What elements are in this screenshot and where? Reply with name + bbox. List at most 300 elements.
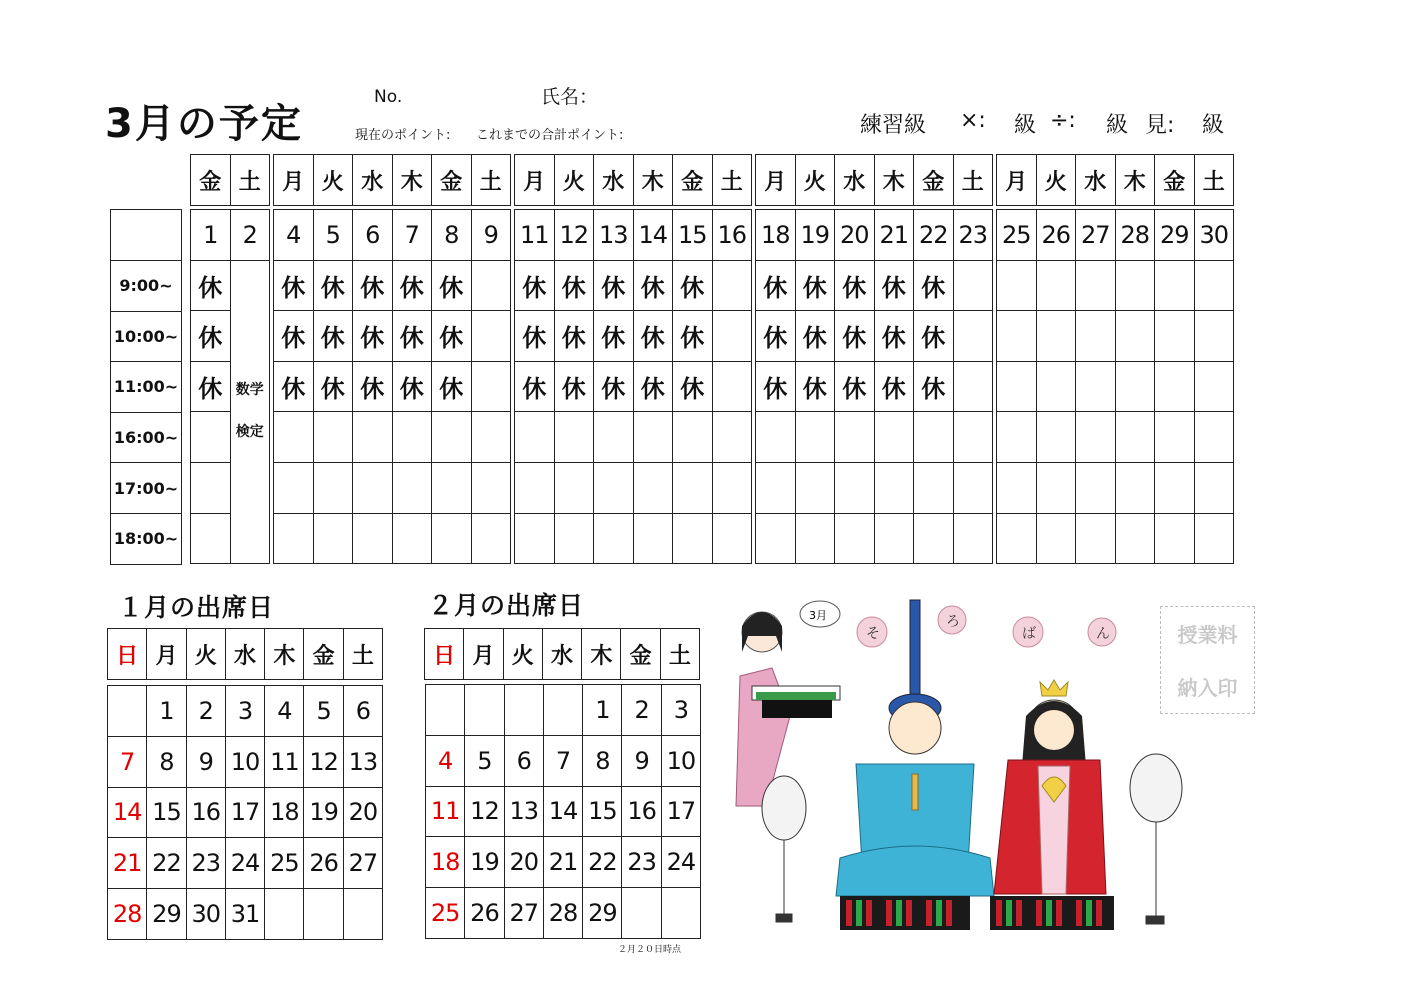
week4-dow-row <box>996 154 1234 206</box>
empty-cell <box>313 513 353 564</box>
calendar-day: 3 <box>225 686 264 737</box>
empty-cell <box>835 462 875 513</box>
empty-cell <box>1155 462 1195 513</box>
empty-cell <box>1115 361 1155 412</box>
closed-cell: 休 <box>432 260 472 311</box>
closed-cell: 休 <box>353 361 393 412</box>
empty-cell <box>594 412 634 463</box>
empty-cell <box>1194 412 1234 463</box>
dow-cell: 木 <box>874 155 914 206</box>
mult-grade-label: ×: <box>960 108 986 133</box>
closed-cell: 休 <box>835 311 875 362</box>
closed-cell: 休 <box>673 311 713 362</box>
date-cell: 27 <box>1076 210 1116 261</box>
grade-unit-3: 級 <box>1202 113 1225 138</box>
empty-cell <box>1194 311 1234 362</box>
calendar-day: 2 <box>186 686 225 737</box>
empty-cell <box>515 513 555 564</box>
empty-cell <box>1115 311 1155 362</box>
dow-cell: 日 <box>425 629 464 680</box>
empty-cell <box>914 513 954 564</box>
empty-cell <box>1036 311 1076 362</box>
calendar-day: 11 <box>265 736 304 787</box>
closed-cell: 休 <box>313 311 353 362</box>
jan-title: １月の出席日 <box>118 593 275 622</box>
dow-cell: 土 <box>660 629 699 680</box>
calendar-day: 27 <box>504 888 543 939</box>
dow-cell: 月 <box>464 629 503 680</box>
closed-cell: 休 <box>874 260 914 311</box>
dow-cell: 水 <box>353 155 393 206</box>
dow-cell: 火 <box>554 155 594 206</box>
date-cell: 8 <box>432 210 472 261</box>
calendar-day: 14 <box>108 787 147 838</box>
letter-n: ん <box>1096 626 1110 642</box>
time-slot: 11:00~ <box>111 362 182 413</box>
calendar-day: 26 <box>304 838 343 889</box>
empty-cell <box>313 462 353 513</box>
dow-cell: 金 <box>304 629 343 680</box>
closed-cell: 休 <box>756 311 796 362</box>
calendar-day <box>622 888 661 939</box>
dow-cell: 土 <box>343 629 382 680</box>
empty-cell <box>997 462 1037 513</box>
calendar-day: 31 <box>225 889 264 940</box>
grade-unit-1: 級 <box>1014 113 1037 138</box>
date-cell: 9 <box>471 210 511 261</box>
empty-cell <box>795 462 835 513</box>
date-cell: 16 <box>712 210 752 261</box>
empty-cell <box>515 412 555 463</box>
calendar-day: 21 <box>543 837 582 888</box>
empty-cell <box>997 311 1037 362</box>
closed-cell: 休 <box>432 361 472 412</box>
closed-cell: 休 <box>756 260 796 311</box>
date-cell: 19 <box>795 210 835 261</box>
empty-cell <box>756 513 796 564</box>
empty-cell <box>874 412 914 463</box>
bubble-text: 3月 <box>809 609 827 622</box>
dow-cell: 水 <box>835 155 875 206</box>
calendar-day: 17 <box>661 786 700 837</box>
hina-dolls-illustration <box>732 596 1212 934</box>
time-column <box>110 209 182 565</box>
empty-cell <box>274 513 314 564</box>
calendar-day: 5 <box>304 686 343 737</box>
date-cell: 13 <box>594 210 634 261</box>
calendar-day: 5 <box>465 735 504 786</box>
empty-cell <box>471 260 511 311</box>
calendar-day: 22 <box>147 838 186 889</box>
closed-cell: 休 <box>191 311 231 362</box>
empty-cell <box>997 260 1037 311</box>
dow-cell: 金 <box>621 629 660 680</box>
calendar-day: 10 <box>661 735 700 786</box>
closed-cell: 休 <box>633 361 673 412</box>
feb-calendar <box>425 684 701 939</box>
dow-cell: 水 <box>542 629 581 680</box>
calendar-day: 7 <box>108 736 147 787</box>
date-cell: 6 <box>353 210 393 261</box>
empty-cell <box>392 412 432 463</box>
closed-cell: 休 <box>914 311 954 362</box>
date-cell: 14 <box>633 210 673 261</box>
time-slot: 18:00~ <box>111 513 182 564</box>
empty-cell <box>313 412 353 463</box>
closed-cell: 休 <box>633 260 673 311</box>
date-cell: 28 <box>1115 210 1155 261</box>
empty-cell <box>1115 462 1155 513</box>
calendar-day <box>504 685 543 736</box>
empty-cell <box>471 412 511 463</box>
dow-cell: 木 <box>392 155 432 206</box>
closed-cell: 休 <box>795 361 835 412</box>
empty-cell <box>673 513 713 564</box>
page-title: 3月の予定 <box>105 101 303 147</box>
closed-cell: 休 <box>313 361 353 412</box>
closed-cell: 休 <box>673 361 713 412</box>
empty-cell <box>835 412 875 463</box>
feb-title: ２月の出席日 <box>428 591 585 620</box>
empress-doll-icon <box>990 680 1114 930</box>
calendar-day: 28 <box>108 889 147 940</box>
closed-cell: 休 <box>594 260 634 311</box>
calendar-day: 19 <box>304 787 343 838</box>
dow-cell: 金 <box>914 155 954 206</box>
practice-grade-label: 練習級 <box>860 113 927 138</box>
closed-cell: 休 <box>191 260 231 311</box>
closed-cell: 休 <box>191 361 231 412</box>
calendar-day: 13 <box>504 786 543 837</box>
empty-cell <box>1076 462 1116 513</box>
number-label: No. <box>374 87 403 107</box>
closed-cell: 休 <box>594 361 634 412</box>
div-grade-label: ÷: <box>1050 108 1076 133</box>
letter-ba: ば <box>1022 626 1036 642</box>
dow-cell: 水 <box>225 629 264 680</box>
date-cell: 7 <box>392 210 432 261</box>
empty-cell <box>997 513 1037 564</box>
name-label: 氏名： <box>541 86 599 108</box>
calendar-day: 14 <box>543 786 582 837</box>
date-cell: 15 <box>673 210 713 261</box>
empty-cell <box>712 462 752 513</box>
exam-line1: 数学 <box>235 382 264 399</box>
closed-cell: 休 <box>274 260 314 311</box>
date-cell: 4 <box>274 210 314 261</box>
dow-cell: 土 <box>953 155 993 206</box>
empty-cell <box>712 311 752 362</box>
calendar-day: 15 <box>147 787 186 838</box>
calendar-day <box>543 685 582 736</box>
empty-cell <box>1194 462 1234 513</box>
empty-cell <box>712 412 752 463</box>
calendar-day: 9 <box>186 736 225 787</box>
dow-cell: 金 <box>1155 155 1195 206</box>
date-cell: 26 <box>1036 210 1076 261</box>
feb-dow-row <box>424 628 700 680</box>
empty-cell <box>1036 412 1076 463</box>
closed-cell: 休 <box>432 311 472 362</box>
calendar-day: 29 <box>583 888 622 939</box>
dow-cell: 月 <box>515 155 555 206</box>
empty-cell <box>1076 361 1116 412</box>
week2-dow-row <box>514 154 752 206</box>
empty-cell <box>953 513 993 564</box>
dow-cell: 月 <box>756 155 796 206</box>
calendar-day: 23 <box>186 838 225 889</box>
calendar-day: 8 <box>147 736 186 787</box>
closed-cell: 休 <box>914 361 954 412</box>
empty-cell <box>1194 513 1234 564</box>
empty-cell <box>795 412 835 463</box>
dow-cell: 木 <box>633 155 673 206</box>
calendar-day: 6 <box>343 686 382 737</box>
date-cell: 21 <box>874 210 914 261</box>
empty-cell <box>1155 361 1195 412</box>
week0-dow-row <box>190 154 270 206</box>
date-cell: 11 <box>515 210 555 261</box>
empty-cell <box>953 412 993 463</box>
calendar-day: 17 <box>225 787 264 838</box>
total-points-label: これまでの合計ポイント: <box>476 128 624 143</box>
empty-cell <box>997 361 1037 412</box>
letter-so: そ <box>866 626 880 642</box>
empty-cell <box>673 412 713 463</box>
closed-cell: 休 <box>756 361 796 412</box>
calendar-day <box>465 685 504 736</box>
closed-cell: 休 <box>554 260 594 311</box>
calendar-day: 28 <box>543 888 582 939</box>
empty-cell <box>471 462 511 513</box>
plum-blossom-icon <box>857 606 1116 647</box>
dow-cell: 金 <box>432 155 472 206</box>
dow-cell: 木 <box>1115 155 1155 206</box>
empty-cell <box>1076 311 1116 362</box>
calendar-day: 27 <box>343 838 382 889</box>
empty-cell <box>953 462 993 513</box>
closed-cell: 休 <box>633 311 673 362</box>
empty-cell <box>914 462 954 513</box>
calendar-day: 30 <box>186 889 225 940</box>
empty-cell <box>353 462 393 513</box>
dow-cell: 月 <box>274 155 314 206</box>
calendar-day <box>661 888 700 939</box>
empty-cell <box>1036 513 1076 564</box>
calendar-day: 20 <box>504 837 543 888</box>
empty-cell <box>712 513 752 564</box>
calendar-day: 20 <box>343 787 382 838</box>
empty-cell <box>795 513 835 564</box>
jan-calendar <box>107 685 383 940</box>
dow-cell: 金 <box>191 155 231 206</box>
closed-cell: 休 <box>874 311 914 362</box>
empty-cell <box>274 412 314 463</box>
empty-cell <box>1155 260 1195 311</box>
current-points-label: 現在のポイント: <box>355 128 451 143</box>
closed-cell: 休 <box>353 260 393 311</box>
empty-cell <box>554 412 594 463</box>
closed-cell: 休 <box>392 260 432 311</box>
calendar-day: 16 <box>186 787 225 838</box>
calendar-day: 9 <box>622 735 661 786</box>
calendar-day: 7 <box>543 735 582 786</box>
empty-cell <box>633 462 673 513</box>
calendar-day: 18 <box>426 837 465 888</box>
empty-cell <box>353 513 393 564</box>
closed-cell: 休 <box>274 311 314 362</box>
jan-dow-row <box>107 628 383 680</box>
empty-cell <box>712 260 752 311</box>
empty-cell <box>191 513 231 564</box>
week3-schedule <box>755 209 993 564</box>
closed-cell: 休 <box>353 311 393 362</box>
closed-cell: 休 <box>392 311 432 362</box>
calendar-day <box>343 889 382 940</box>
empty-cell <box>594 462 634 513</box>
empty-cell <box>191 412 231 463</box>
calendar-day: 21 <box>108 838 147 889</box>
stamp-line1: 授業料 <box>1177 623 1238 647</box>
date-cell: 23 <box>953 210 993 261</box>
empty-cell <box>191 462 231 513</box>
closed-cell: 休 <box>515 311 555 362</box>
closed-cell: 休 <box>795 260 835 311</box>
empty-cell <box>594 513 634 564</box>
closed-cell: 休 <box>594 311 634 362</box>
week4-schedule <box>996 209 1234 564</box>
time-slot: 9:00~ <box>111 261 182 312</box>
closed-cell: 休 <box>392 361 432 412</box>
emperor-doll-icon <box>836 600 994 930</box>
calendar-day: 24 <box>661 837 700 888</box>
calendar-day: 18 <box>265 787 304 838</box>
dow-cell: 火 <box>186 629 225 680</box>
empty-cell <box>953 260 993 311</box>
empty-cell <box>1076 513 1116 564</box>
closed-cell: 休 <box>274 361 314 412</box>
calendar-day: 22 <box>583 837 622 888</box>
calendar-day: 8 <box>583 735 622 786</box>
tuition-stamp-box <box>1160 606 1255 714</box>
stamp-line2: 納入印 <box>1177 676 1238 700</box>
empty-cell <box>953 361 993 412</box>
date-cell: 20 <box>835 210 875 261</box>
dow-cell: 土 <box>230 155 270 206</box>
calendar-day <box>265 889 304 940</box>
empty-cell <box>673 462 713 513</box>
empty-cell <box>1036 361 1076 412</box>
calendar-day: 19 <box>465 837 504 888</box>
calendar-day <box>108 686 147 737</box>
empty-cell <box>471 311 511 362</box>
letter-ro: ろ <box>946 614 960 630</box>
calendar-day: 13 <box>343 736 382 787</box>
empty-cell <box>874 462 914 513</box>
math-exam-cell <box>230 260 270 564</box>
title-letters <box>866 614 1110 642</box>
empty-cell <box>471 361 511 412</box>
calendar-day: 23 <box>622 837 661 888</box>
closed-cell: 休 <box>554 361 594 412</box>
date-cell: 1 <box>191 210 231 261</box>
dow-cell: 木 <box>582 629 621 680</box>
empty-cell <box>1036 260 1076 311</box>
empty-cell <box>432 513 472 564</box>
calendar-day: 25 <box>265 838 304 889</box>
dow-cell: 金 <box>673 155 713 206</box>
calendar-day: 24 <box>225 838 264 889</box>
dow-cell: 月 <box>147 629 186 680</box>
time-slot: 17:00~ <box>111 463 182 514</box>
empty-cell <box>914 412 954 463</box>
empty-cell <box>1115 513 1155 564</box>
empty-cell <box>1194 361 1234 412</box>
empty-cell <box>1115 260 1155 311</box>
date-cell: 29 <box>1155 210 1195 261</box>
calendar-day: 15 <box>583 786 622 837</box>
dow-cell: 火 <box>1036 155 1076 206</box>
empty-cell <box>432 412 472 463</box>
calendar-day <box>426 685 465 736</box>
dow-cell: 火 <box>795 155 835 206</box>
closed-cell: 休 <box>554 311 594 362</box>
empty-cell <box>554 462 594 513</box>
empty-cell <box>1155 311 1195 362</box>
closed-cell: 休 <box>835 361 875 412</box>
empty-cell <box>633 412 673 463</box>
empty-cell <box>353 412 393 463</box>
dow-cell: 土 <box>1194 155 1234 206</box>
dow-cell: 土 <box>471 155 511 206</box>
as-of-note: ２月２０日時点 <box>618 945 682 955</box>
closed-cell: 休 <box>795 311 835 362</box>
empty-cell <box>633 513 673 564</box>
time-slot: 10:00~ <box>111 311 182 362</box>
calendar-day: 12 <box>465 786 504 837</box>
date-cell: 18 <box>756 210 796 261</box>
empty-cell <box>1155 513 1195 564</box>
calendar-day <box>304 889 343 940</box>
empty-cell <box>1194 260 1234 311</box>
empty-cell <box>874 513 914 564</box>
week2-schedule <box>514 209 752 564</box>
calendar-day: 11 <box>426 786 465 837</box>
empty-cell <box>471 513 511 564</box>
empty-cell <box>1036 462 1076 513</box>
dow-cell: 土 <box>712 155 752 206</box>
calendar-day: 1 <box>147 686 186 737</box>
date-cell: 22 <box>914 210 954 261</box>
empty-cell <box>1076 260 1116 311</box>
date-cell: 25 <box>997 210 1037 261</box>
closed-cell: 休 <box>673 260 713 311</box>
calendar-day: 10 <box>225 736 264 787</box>
calendar-day: 26 <box>465 888 504 939</box>
closed-cell: 休 <box>914 260 954 311</box>
week3-dow-row <box>755 154 993 206</box>
dow-cell: 火 <box>503 629 542 680</box>
date-cell: 2 <box>230 210 270 261</box>
dow-cell: 月 <box>997 155 1037 206</box>
empty-cell <box>1076 412 1116 463</box>
empty-cell <box>392 462 432 513</box>
closed-cell: 休 <box>874 361 914 412</box>
calendar-day: 29 <box>147 889 186 940</box>
empty-cell <box>835 513 875 564</box>
closed-cell: 休 <box>313 260 353 311</box>
empty-cell <box>432 462 472 513</box>
